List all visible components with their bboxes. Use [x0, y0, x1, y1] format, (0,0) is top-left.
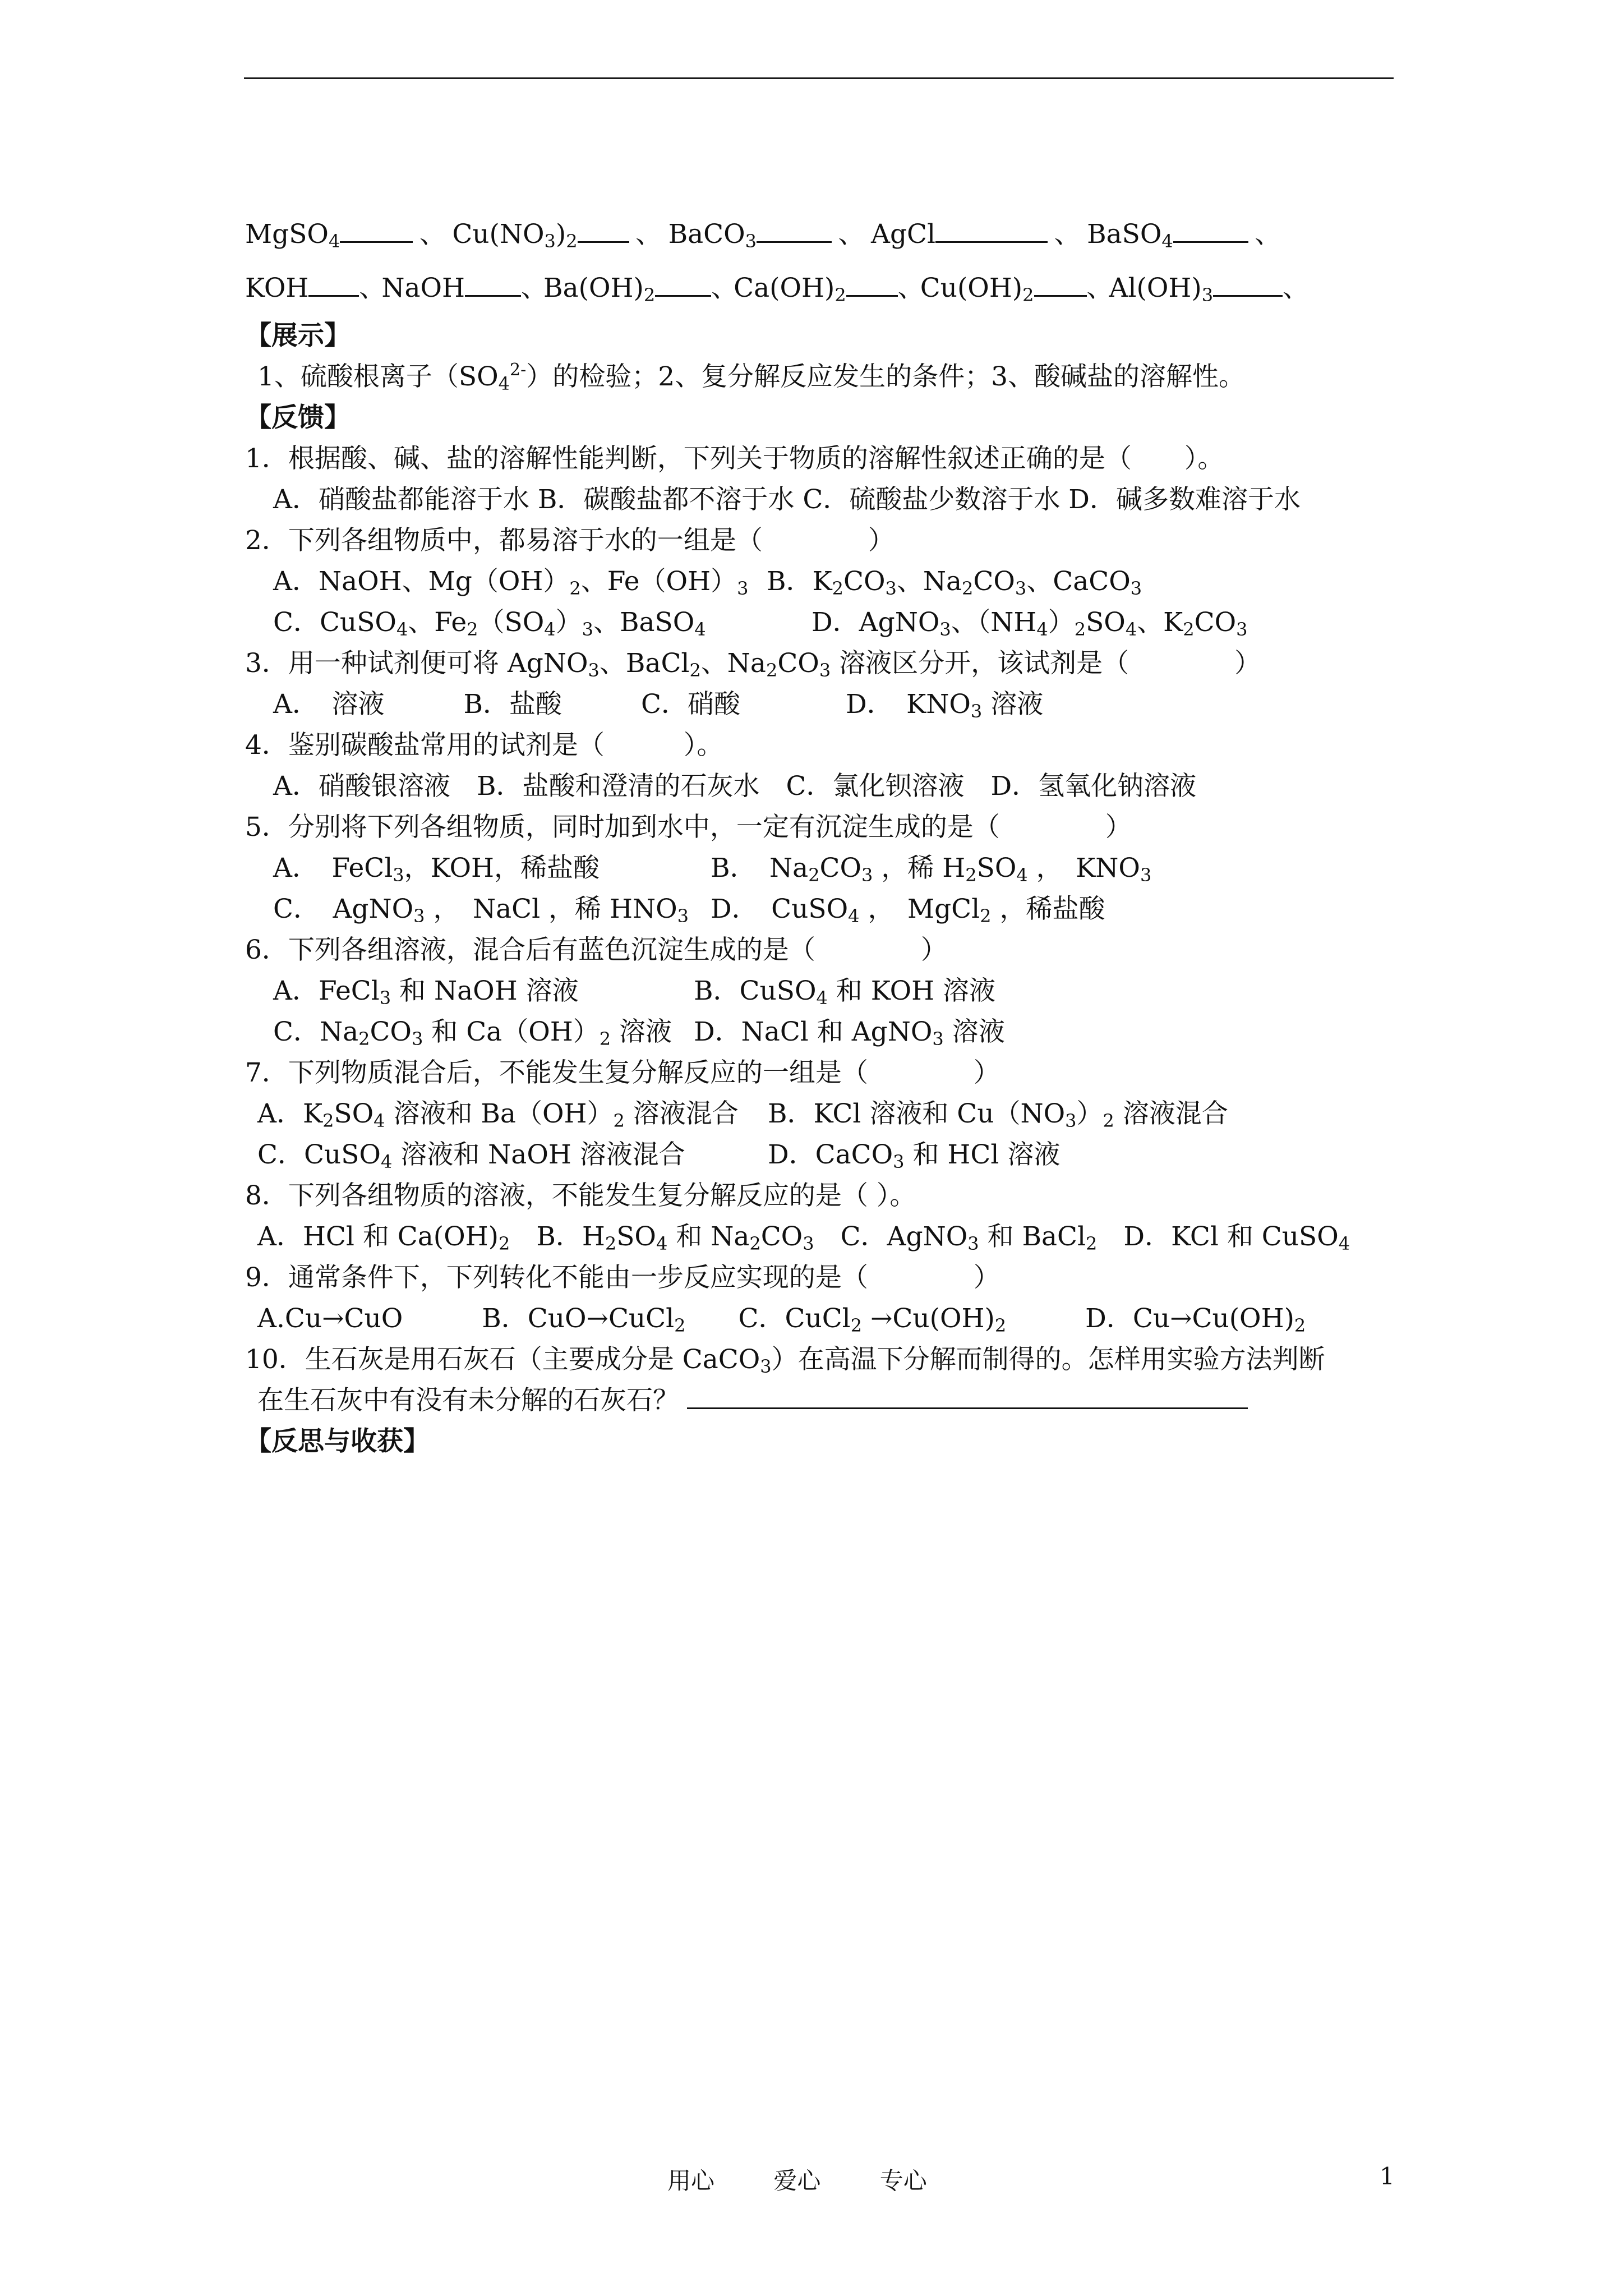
question-9-stem: 9．通常条件下，下列转化不能由一步反应实现的是（ ） — [245, 1262, 1000, 1293]
chem-formula: $Ba(OH)_2$ — [543, 273, 656, 306]
question-8-stem: 8．下列各组物质的溶液，不能发生复分解反应的是（ ）。 — [245, 1180, 916, 1211]
question-5-option-c: C． AgNO$_3$ ， NaCl ，稀 $HNO_3$ — [273, 894, 689, 927]
question-5-stem: 5．分别将下列各组物质，同时加到水中，一定有沉淀生成的是（ ） — [245, 812, 1132, 843]
separator: 、 — [897, 273, 924, 303]
question-5-options-row2 — [245, 889, 1400, 930]
section-heading-feedback: 【反馈】 — [245, 402, 351, 433]
footer-word-3: 专心 — [879, 2167, 927, 2194]
question-10-stem: 10．生石灰是用石灰石（主要成分是 CaCO$_3$）在高温下分解而制得的。怎样用实验方法判断 — [245, 1344, 1325, 1377]
fill-in-blank[interactable] — [578, 221, 629, 243]
separator: 、 — [635, 219, 662, 250]
question-7-stem: 7．下列物质混合后，不能发生复分解反应的一组是（ ） — [245, 1057, 1000, 1088]
fill-in-blank[interactable] — [655, 275, 711, 297]
question-6-option-d: D．NaCl 和 AgNO$_3$ 溶液 — [694, 1016, 1005, 1050]
question-2-option-c: C．CuSO$_4$、$Fe_2(SO_4)_3$、BaSO$_4$ — [273, 607, 706, 640]
separator: 、 — [419, 219, 446, 250]
separator: 、 — [359, 273, 386, 303]
question-6-stem: 6．下列各组溶液，混合后有蓝色沉淀生成的是（ ） — [245, 935, 947, 965]
page-number: 1 — [1380, 2162, 1395, 2190]
question-3-stem: 3．用一种试剂便可将 AgNO$_3$、BaCl$_2$、$Na_2CO_3$ 溶液区分开，该试剂是（ ） — [245, 648, 1261, 681]
question-6-option-a: A．FeCl$_3$ 和 NaOH 溶液 — [273, 976, 579, 1009]
footer-motto — [667, 2162, 979, 2196]
question-10-stem-cont — [245, 1380, 1400, 1421]
question-2-option-b: B．$K_2CO_3$、$Na_2CO_3$、CaCO$_3$ — [767, 566, 1142, 599]
separator: 、 — [1283, 273, 1310, 303]
question-2-options-row2 — [245, 602, 1400, 643]
worksheet-content — [245, 208, 1400, 1462]
chem-formula: KOH — [245, 273, 309, 303]
chem-formula: $Cu(OH)_2$ — [920, 273, 1034, 306]
question-5-option-b: B． $Na_2CO_3$ ，稀 $H_2SO_4$ ， $KNO_3$ — [711, 853, 1152, 886]
chem-formula: $Ca(OH)_2$ — [734, 273, 846, 306]
separator: 、 — [1054, 219, 1081, 250]
question-5-option-d: D． CuSO$_4$ ， MgCl$_2$ ，稀盐酸 — [711, 894, 1105, 927]
question-9-options: A.Cu→CuO B．CuO→CuCl$_2$ C．CuCl$_2$ $\to Cu(OH)_2$ D．$Cu\to Cu(OH)_2$ — [257, 1303, 1306, 1336]
question-8-options: A．HCl 和 $Ca(OH)_2$ B．$H_2SO_4$ 和 $Na_2CO_3$ C．AgNO$_3$ 和 BaCl$_2$ D．KCl 和 CuSO$_4$ — [257, 1221, 1350, 1254]
question-7-options-row1 — [245, 1093, 1400, 1134]
question-2-options-row1 — [245, 561, 1400, 602]
chem-formula: $Al(OH)_3$ — [1109, 273, 1214, 306]
chem-formula: AgCl — [871, 219, 936, 250]
question-7-option-d: D．CaCO$_3$ 和 HCl 溶液 — [768, 1139, 1061, 1172]
separator: 、 — [1255, 219, 1281, 250]
question-5-options-row1 — [245, 848, 1400, 889]
question-7-option-a: A．$K_2SO_4$ 溶液和 $Ba(OH)_2$ 溶液混合 — [257, 1098, 739, 1131]
question-6-options-row2 — [245, 1011, 1400, 1052]
footer-word-2: 爱心 — [773, 2167, 821, 2194]
chem-formula: MgSO$_4$ — [245, 219, 340, 252]
question-6-option-b: B．CuSO$_4$ 和 KOH 溶液 — [694, 976, 996, 1009]
chem-formula: BaCO$_3$ — [668, 219, 757, 252]
section-heading-reflection: 【反思与收获】 — [245, 1426, 430, 1457]
solubility-row-bases — [245, 261, 1400, 315]
fill-in-blank[interactable] — [1213, 275, 1283, 297]
chem-formula: NaOH — [381, 273, 465, 303]
header-rule — [244, 77, 1394, 79]
answer-blank[interactable] — [687, 1387, 1248, 1409]
question-2-option-d: D．AgNO$_3$、$(NH_4)_2SO_4$、$K_2CO_3$ — [811, 607, 1248, 640]
question-4-options: A．硝酸银溶液 B．盐酸和澄清的石灰水 C．氯化钡溶液 D．氢氧化钠溶液 — [273, 771, 1197, 802]
fill-in-blank[interactable] — [308, 275, 359, 297]
footer-word-1: 用心 — [667, 2167, 715, 2194]
fill-in-blank[interactable] — [1034, 275, 1087, 297]
question-5-option-a: A． FeCl$_3$，KOH，稀盐酸 — [273, 853, 600, 886]
chem-formula: $Cu(NO_3)_2$ — [452, 219, 578, 252]
fill-in-blank[interactable] — [340, 221, 413, 243]
separator: 、 — [838, 219, 865, 250]
separator: 、 — [711, 273, 738, 303]
fill-in-blank[interactable] — [465, 275, 521, 297]
question-2-stem: 2．下列各组物质中，都易溶于水的一组是（ ） — [245, 525, 895, 556]
show-line: 1、硫酸根离子$(SO_4^{2-})$的检验；2、复分解反应发生的条件；3、酸碱盐的溶解性。 — [257, 360, 1246, 394]
question-4-stem: 4．鉴别碳酸盐常用的试剂是（ ）。 — [245, 730, 723, 761]
question-1-options: A．硝酸盐都能溶于水 B．碳酸盐都不溶于水 C．硫酸盐少数溶于水 D．碱多数难溶于水 — [273, 484, 1301, 515]
chem-formula: BaSO$_4$ — [1087, 219, 1173, 252]
fill-in-blank[interactable] — [935, 221, 1048, 243]
question-2-option-a: A．NaOH、$Mg(OH)_2$、$Fe(OH)_3$ — [273, 566, 749, 599]
question-7-options-row2 — [245, 1134, 1400, 1175]
question-6-option-c: C．$Na_2CO_3$ 和 $Ca(OH)_2$ 溶液 — [273, 1016, 672, 1050]
question-3-options: A． 溶液 B．盐酸 C．硝酸 D． $KNO_3$ 溶液 — [273, 689, 1044, 722]
question-6-options-row1 — [245, 970, 1400, 1011]
section-heading-show: 【展示】 — [245, 320, 351, 351]
solubility-row-salts — [245, 208, 1400, 261]
fill-in-blank[interactable] — [846, 275, 898, 297]
question-7-option-b: B．KCl 溶液和 $Cu(NO_3)_2$ 溶液混合 — [768, 1098, 1228, 1131]
fill-in-blank[interactable] — [1173, 221, 1248, 243]
question-1-stem: 1．根据酸、碱、盐的溶解性能判断，下列关于物质的溶解性叙述正确的是（ ）。 — [245, 443, 1224, 474]
separator: 、 — [1086, 273, 1113, 303]
question-10-stem-text: 在生石灰中有没有未分解的石灰石？ — [257, 1385, 679, 1416]
question-7-option-c: C．CuSO$_4$ 溶液和 NaOH 溶液混合 — [257, 1139, 685, 1172]
fill-in-blank[interactable] — [757, 221, 832, 243]
separator: 、 — [521, 273, 548, 303]
